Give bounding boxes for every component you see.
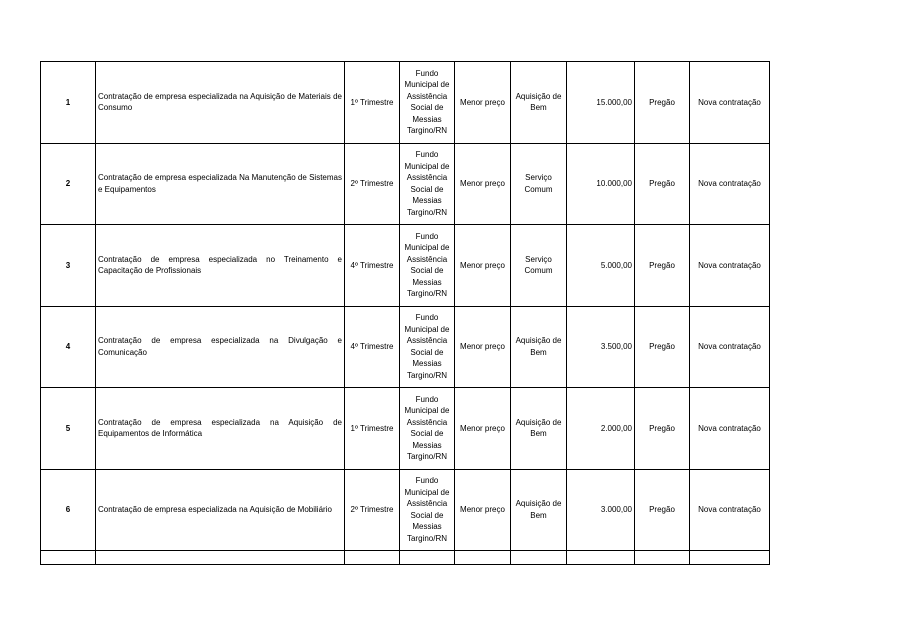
item-period: 2º Trimestre xyxy=(345,469,400,551)
item-number: 5 xyxy=(41,388,96,470)
empty-cell xyxy=(400,551,455,565)
item-number: 4 xyxy=(41,306,96,388)
item-period: 2º Trimestre xyxy=(345,143,400,225)
empty-cell xyxy=(41,551,96,565)
item-modality: Pregão xyxy=(635,143,690,225)
item-modality: Pregão xyxy=(635,469,690,551)
item-type: Nova contratação xyxy=(690,388,770,470)
item-period: 1º Trimestre xyxy=(345,388,400,470)
empty-cell xyxy=(96,551,345,565)
item-type: Nova contratação xyxy=(690,62,770,144)
empty-cell xyxy=(345,551,400,565)
item-number: 1 xyxy=(41,62,96,144)
item-category: Serviço Comum xyxy=(511,143,567,225)
item-value: 10.000,00 xyxy=(567,143,635,225)
item-modality: Pregão xyxy=(635,62,690,144)
item-number: 3 xyxy=(41,225,96,307)
table-row xyxy=(41,143,770,225)
table-body xyxy=(41,62,770,565)
table-row xyxy=(41,225,770,307)
table-row xyxy=(41,306,770,388)
item-value: 15.000,00 xyxy=(567,62,635,144)
item-category: Aquisição de Bem xyxy=(511,469,567,551)
item-type: Nova contratação xyxy=(690,143,770,225)
item-number: 6 xyxy=(41,469,96,551)
item-type: Nova contratação xyxy=(690,225,770,307)
item-criterion: Menor preço xyxy=(455,469,511,551)
item-criterion: Menor preço xyxy=(455,306,511,388)
item-type: Nova contratação xyxy=(690,469,770,551)
table-row xyxy=(41,62,770,144)
item-category: Aquisição de Bem xyxy=(511,62,567,144)
empty-cell xyxy=(567,551,635,565)
item-unit: Fundo Municipal de Assistência Social de Messias Targino/RN xyxy=(400,143,455,225)
item-criterion: Menor preço xyxy=(455,388,511,470)
empty-cell xyxy=(635,551,690,565)
empty-cell xyxy=(511,551,567,565)
item-type: Nova contratação xyxy=(690,306,770,388)
table-row xyxy=(41,388,770,470)
item-unit: Fundo Municipal de Assistência Social de Messias Targino/RN xyxy=(400,306,455,388)
item-unit: Fundo Municipal de Assistência Social de Messias Targino/RN xyxy=(400,62,455,144)
item-modality: Pregão xyxy=(635,225,690,307)
item-criterion: Menor preço xyxy=(455,143,511,225)
item-unit: Fundo Municipal de Assistência Social de Messias Targino/RN xyxy=(400,469,455,551)
item-modality: Pregão xyxy=(635,306,690,388)
empty-table-row xyxy=(41,551,770,565)
table-row xyxy=(41,469,770,551)
item-criterion: Menor preço xyxy=(455,225,511,307)
item-description: Contratação de empresa especializada na Aquisição de Materiais de Consumo xyxy=(96,62,345,144)
item-value: 3.000,00 xyxy=(567,469,635,551)
item-modality: Pregão xyxy=(635,388,690,470)
item-value: 5.000,00 xyxy=(567,225,635,307)
procurement-plan-table xyxy=(40,61,770,565)
empty-cell xyxy=(455,551,511,565)
item-period: 4º Trimestre xyxy=(345,225,400,307)
item-period: 1º Trimestre xyxy=(345,62,400,144)
item-unit: Fundo Municipal de Assistência Social de Messias Targino/RN xyxy=(400,388,455,470)
item-description: Contratação de empresa especializada na Aquisição de Equipamentos de Informática xyxy=(96,388,345,470)
item-number: 2 xyxy=(41,143,96,225)
item-value: 2.000,00 xyxy=(567,388,635,470)
item-category: Serviço Comum xyxy=(511,225,567,307)
item-description: Contratação de empresa especializada Na Manutenção de Sistemas e Equipamentos xyxy=(96,143,345,225)
item-unit: Fundo Municipal de Assistência Social de Messias Targino/RN xyxy=(400,225,455,307)
item-category: Aquisição de Bem xyxy=(511,388,567,470)
item-value: 3.500,00 xyxy=(567,306,635,388)
item-category: Aquisição de Bem xyxy=(511,306,567,388)
item-description: Contratação de empresa especializada na Divulgação e Comunicação xyxy=(96,306,345,388)
item-period: 4º Trimestre xyxy=(345,306,400,388)
item-criterion: Menor preço xyxy=(455,62,511,144)
empty-cell xyxy=(690,551,770,565)
item-description: Contratação de empresa especializada no Treinamento e Capacitação de Profissionais xyxy=(96,225,345,307)
item-description: Contratação de empresa especializada na Aquisição de Mobiliário xyxy=(96,469,345,551)
